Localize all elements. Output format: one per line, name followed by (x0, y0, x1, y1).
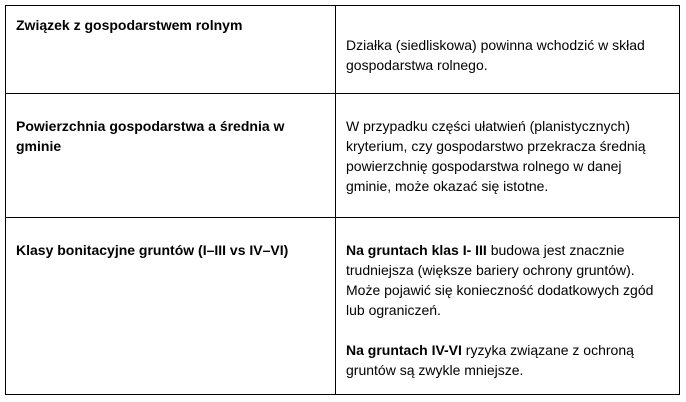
paragraph-text: ryzyka związane z ochroną gruntów są zwykle mniejsze. (346, 342, 634, 378)
row-label-cell (6, 218, 336, 395)
emphasis-text: Na gruntach IV-VI (346, 342, 462, 358)
row-description-cell (336, 218, 680, 395)
info-table (5, 5, 680, 395)
row-label: Związek z gospodarstwem rolnym (16, 17, 243, 33)
paragraph-text: budowa jest znacznie trudniejsza (większe bariery ochrony gruntów). Może pojawić się konieczność dodatkowych zgód lub ograniczeń. (346, 242, 654, 318)
row-description-paragraph-1 (336, 218, 679, 320)
row-label-cell (6, 94, 336, 218)
row-label: Klasy bonitacyjne gruntów (I–III vs IV–VI) (16, 242, 289, 258)
table-row (6, 94, 680, 218)
row-label-cell (6, 6, 336, 94)
row-description: Działka (siedliskowa) powinna wchodzić w skład gospodarstwa rolnego. (346, 37, 645, 73)
row-description: W przypadku części ułatwień (planistycznych) kryterium, czy gospodarstwo przekracza średnią powierzchnię gospodarstwa rolnego w danej gminie, może okazać się istotne. (346, 118, 646, 194)
row-description-cell (336, 94, 680, 218)
row-description-cell (336, 6, 680, 94)
row-label: Powierzchnia gospodarstwa a średnia w gminie (16, 118, 285, 154)
table-row (6, 218, 680, 395)
table-row (6, 6, 680, 94)
emphasis-text: Na gruntach klas I- III (346, 242, 487, 258)
row-description-paragraph-2 (336, 320, 679, 380)
